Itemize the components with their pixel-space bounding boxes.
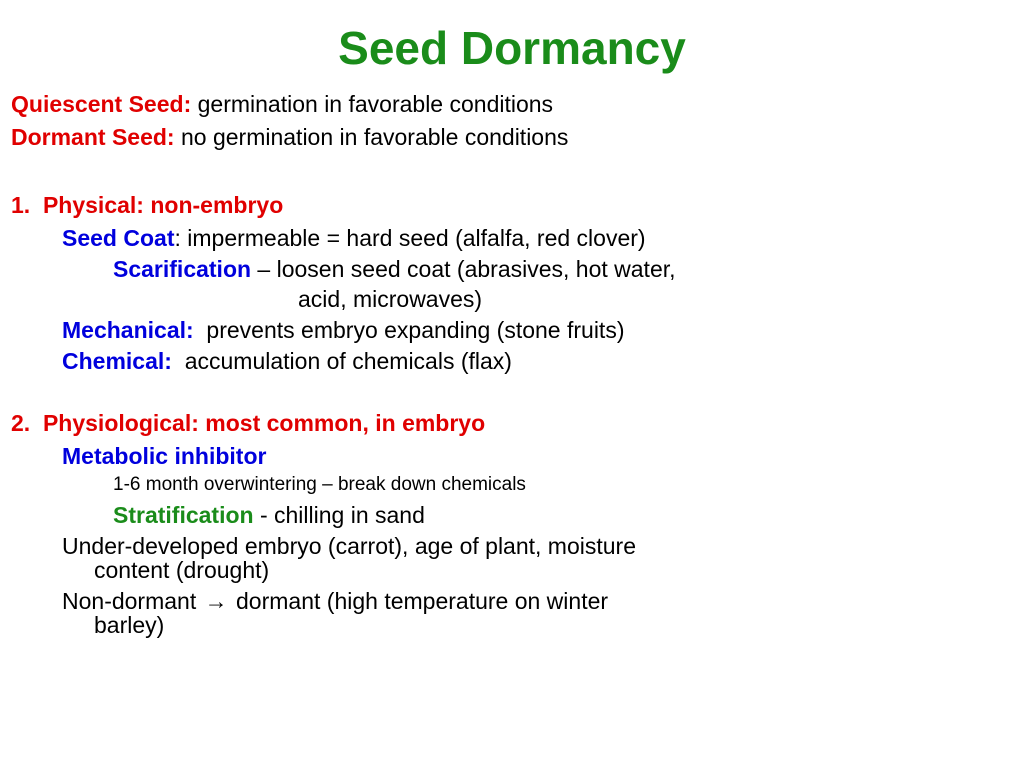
section2-heading: 2. Physiological: most common, in embryo [11,410,486,436]
definition-dormant-text: no germination in favorable conditions [174,124,569,150]
definition-dormant [11,123,568,151]
scarification-text: – loosen seed coat (abrasives, hot water, [251,256,676,282]
term-seed-coat: Seed Coat [62,225,175,251]
nondormant-line2: barley) [94,612,165,638]
chemical-text: accumulation of chemicals (flax) [171,348,512,374]
overwintering-item: 1-6 month overwintering – break down chemicals [113,474,526,495]
right-arrow-icon: → [204,588,228,614]
section1-heading: 1. Physical: non-embryo [11,192,284,218]
scarification-item [113,255,676,283]
chemical-item [62,347,512,375]
seed-coat-text: : impermeable = hard seed (alfalfa, red clover) [174,225,646,251]
mechanical-item [62,316,624,344]
nondormant-text: Non-dormant [62,588,197,614]
term-dormant-seed: Dormant Seed: [11,124,175,150]
stratification-item [113,501,425,529]
term-chemical: Chemical: [62,348,172,374]
definition-quiescent-text: germination in favorable conditions [191,91,554,117]
term-quiescent-seed: Quiescent Seed: [11,91,192,117]
stratification-text: - chilling in sand [253,502,425,528]
term-stratification: Stratification [113,502,254,528]
term-mechanical: Mechanical: [62,317,194,343]
mechanical-text: prevents embryo expanding (stone fruits) [193,317,625,343]
underdeveloped-line1: Under-developed embryo (carrot), age of plant, moisture [62,533,637,559]
definition-quiescent [11,90,553,118]
underdeveloped-line2: content (drought) [94,557,270,583]
term-scarification: Scarification [113,256,252,282]
metabolic-inhibitor: Metabolic inhibitor [62,443,267,469]
scarification-continuation: acid, microwaves) [298,286,483,312]
slide-title: Seed Dormancy [338,22,686,74]
seed-coat-item [62,224,646,252]
nondormant-text-2: dormant (high temperature on winter [229,588,609,614]
